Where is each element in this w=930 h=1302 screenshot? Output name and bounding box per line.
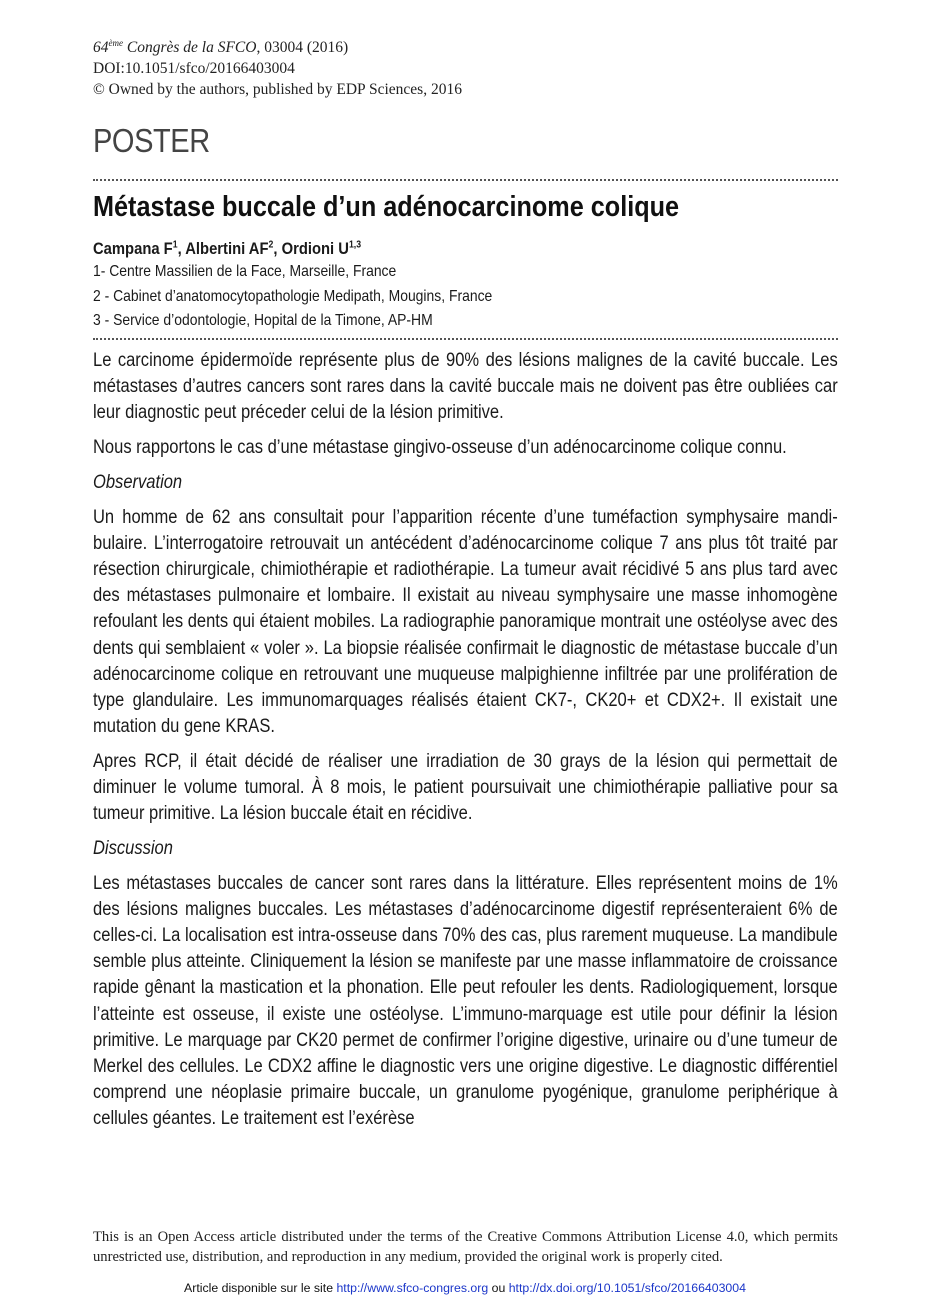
observation-paragraph-1: Un homme de 62 ans consultait pour l’apparition récente d’une tuméfaction symphysaire mandibulaire. L’interrogatoire retrouvait un antécédent d’adénocarcinome colique 7 ans plus tôt traité par résection chirurgicale, chimiothérapie et radiothérapie. La tumeur avait récidivé 5 ans plus tard avec des métastases pulmonaire et lombaire. Il existait au niveau symphysaire une masse inhomogène refoulant les dents qui étaient mobiles. La radiographie panoramique montrait une ostéolyse avec des dents qui semblaient « voler ». La biopsie réalisée confirmait le diagnostic de métastase buccale d’un adénocarcinome colique en retrouvant une muqueuse malpighienne infiltrée par une prolifération de type glandulaire. Les immunomarquages réalisés étaient CK7-, CK20+ et CDX2+. Il existait une mutation du gene KRAS. (93, 506, 838, 738)
author-name: Ordioni U (281, 239, 349, 258)
author-affiliation-mark: 1,3 (348, 239, 362, 251)
doi-line: DOI:10.1051/sfco/20166403004 (93, 60, 295, 77)
conference-number: 64 (93, 39, 109, 56)
footer-prefix: Article disponible sur le site (184, 1281, 337, 1295)
conference-line (93, 37, 462, 58)
observation-paragraph-2: Apres RCP, il était décidé de réaliser une irradiation de 30 grays de la lésion qui permettait de diminuer le volume tumoral. À 8 mois, le patient poursuivait une chimiothérapie palliative pour sa tumeur primitive. La lésion buccale était en récidive. (93, 750, 838, 825)
footer-middle: ou (488, 1281, 509, 1295)
author-list (93, 238, 833, 260)
author-affiliation-mark: 2 (268, 239, 274, 251)
conference-ref: , 03004 (2016) (256, 39, 349, 56)
doi-link[interactable]: http://dx.doi.org/10.1051/sfco/20166403004 (508, 1281, 746, 1295)
affiliation-1: 1- Centre Massilien de la Face, Marseille, France (93, 263, 397, 280)
discussion-heading: Discussion (93, 837, 173, 859)
license-notice: This is an Open Access article distributed under the terms of the Creative Commons Attribution License 4.0, which permits unrestricted use, distribution, and reproduction in any medium, provided the original work is properly cited. (93, 1229, 838, 1265)
author-affiliation-mark: 1 (172, 239, 178, 251)
author-separator: , (273, 239, 282, 258)
copyright-line: © Owned by the authors, published by EDP Sciences, 2016 (93, 81, 462, 98)
observation-heading: Observation (93, 471, 183, 493)
author-name: Campana F (93, 239, 173, 258)
dotted-divider-top (93, 179, 838, 181)
case-paragraph: Nous rapportons le cas d’une métastase gingivo-osseuse d’un adénocarcinome colique connu. (93, 437, 787, 459)
intro-paragraph: Le carcinome épidermoïde représente plus de 90% des lésions malignes de la cavité buccale. Les métastases d’autres cancers sont rares dans la cavité buccale mais ne doivent pas être oubliées car leur diagnostic peut préceder celui de la lésion primitive. (93, 350, 838, 424)
author-name: Albertini AF (185, 239, 269, 258)
publication-header (93, 37, 462, 100)
article-body (93, 348, 838, 1141)
conference-ordinal: ème (108, 37, 123, 48)
conference-name: Congrès de la SFCO (123, 39, 257, 56)
author-separator: , (177, 239, 186, 258)
availability-footer (0, 1281, 930, 1295)
article-title: Métastase buccale d’un adénocarcinome colique (93, 191, 680, 223)
sfco-link[interactable]: http://www.sfco-congres.org (336, 1281, 489, 1295)
dotted-divider-bottom (93, 338, 838, 340)
affiliation-2: 2 - Cabinet d’anatomocytopathologie Medipath, Mougins, France (93, 288, 493, 305)
discussion-paragraph: Les métastases buccales de cancer sont rares dans la littérature. Elles représentent moins de 1% des lésions malignes buccales. Les métastases d’adénocarcinome digestif représenteraient 6% de celles-ci. La localisation est intra-osseuse dans 70% des cas, plus rarement muqueuse. La mandibule semble plus atteinte. Cliniquement la lésion se manifeste par une masse inflammatoire de croissance rapide gênant la mastication et la phonation. Elle peut refouler les dents. Radiologiquement, lorsque l’atteinte est osseuse, il existe une ostéolyse. L’immuno-marquage est utile pour définir la lésion primitive. Le marquage par CK20 permet de confirmer l’origine digestive, urinaire ou d’une tumeur de Merkel des cellules. Le CDX2 affine le diagnostic vers une origine digestive. Le diagnostic différentiel comprend une néoplasie primaire buccale, un granulome pyogénique, granulome periphérique à cellules géantes. Le traitement est l’exérèse (93, 872, 838, 1130)
section-label: POSTER (93, 122, 210, 159)
affiliation-3: 3 - Service d’odontologie, Hopital de la Timone, AP-HM (93, 312, 433, 329)
